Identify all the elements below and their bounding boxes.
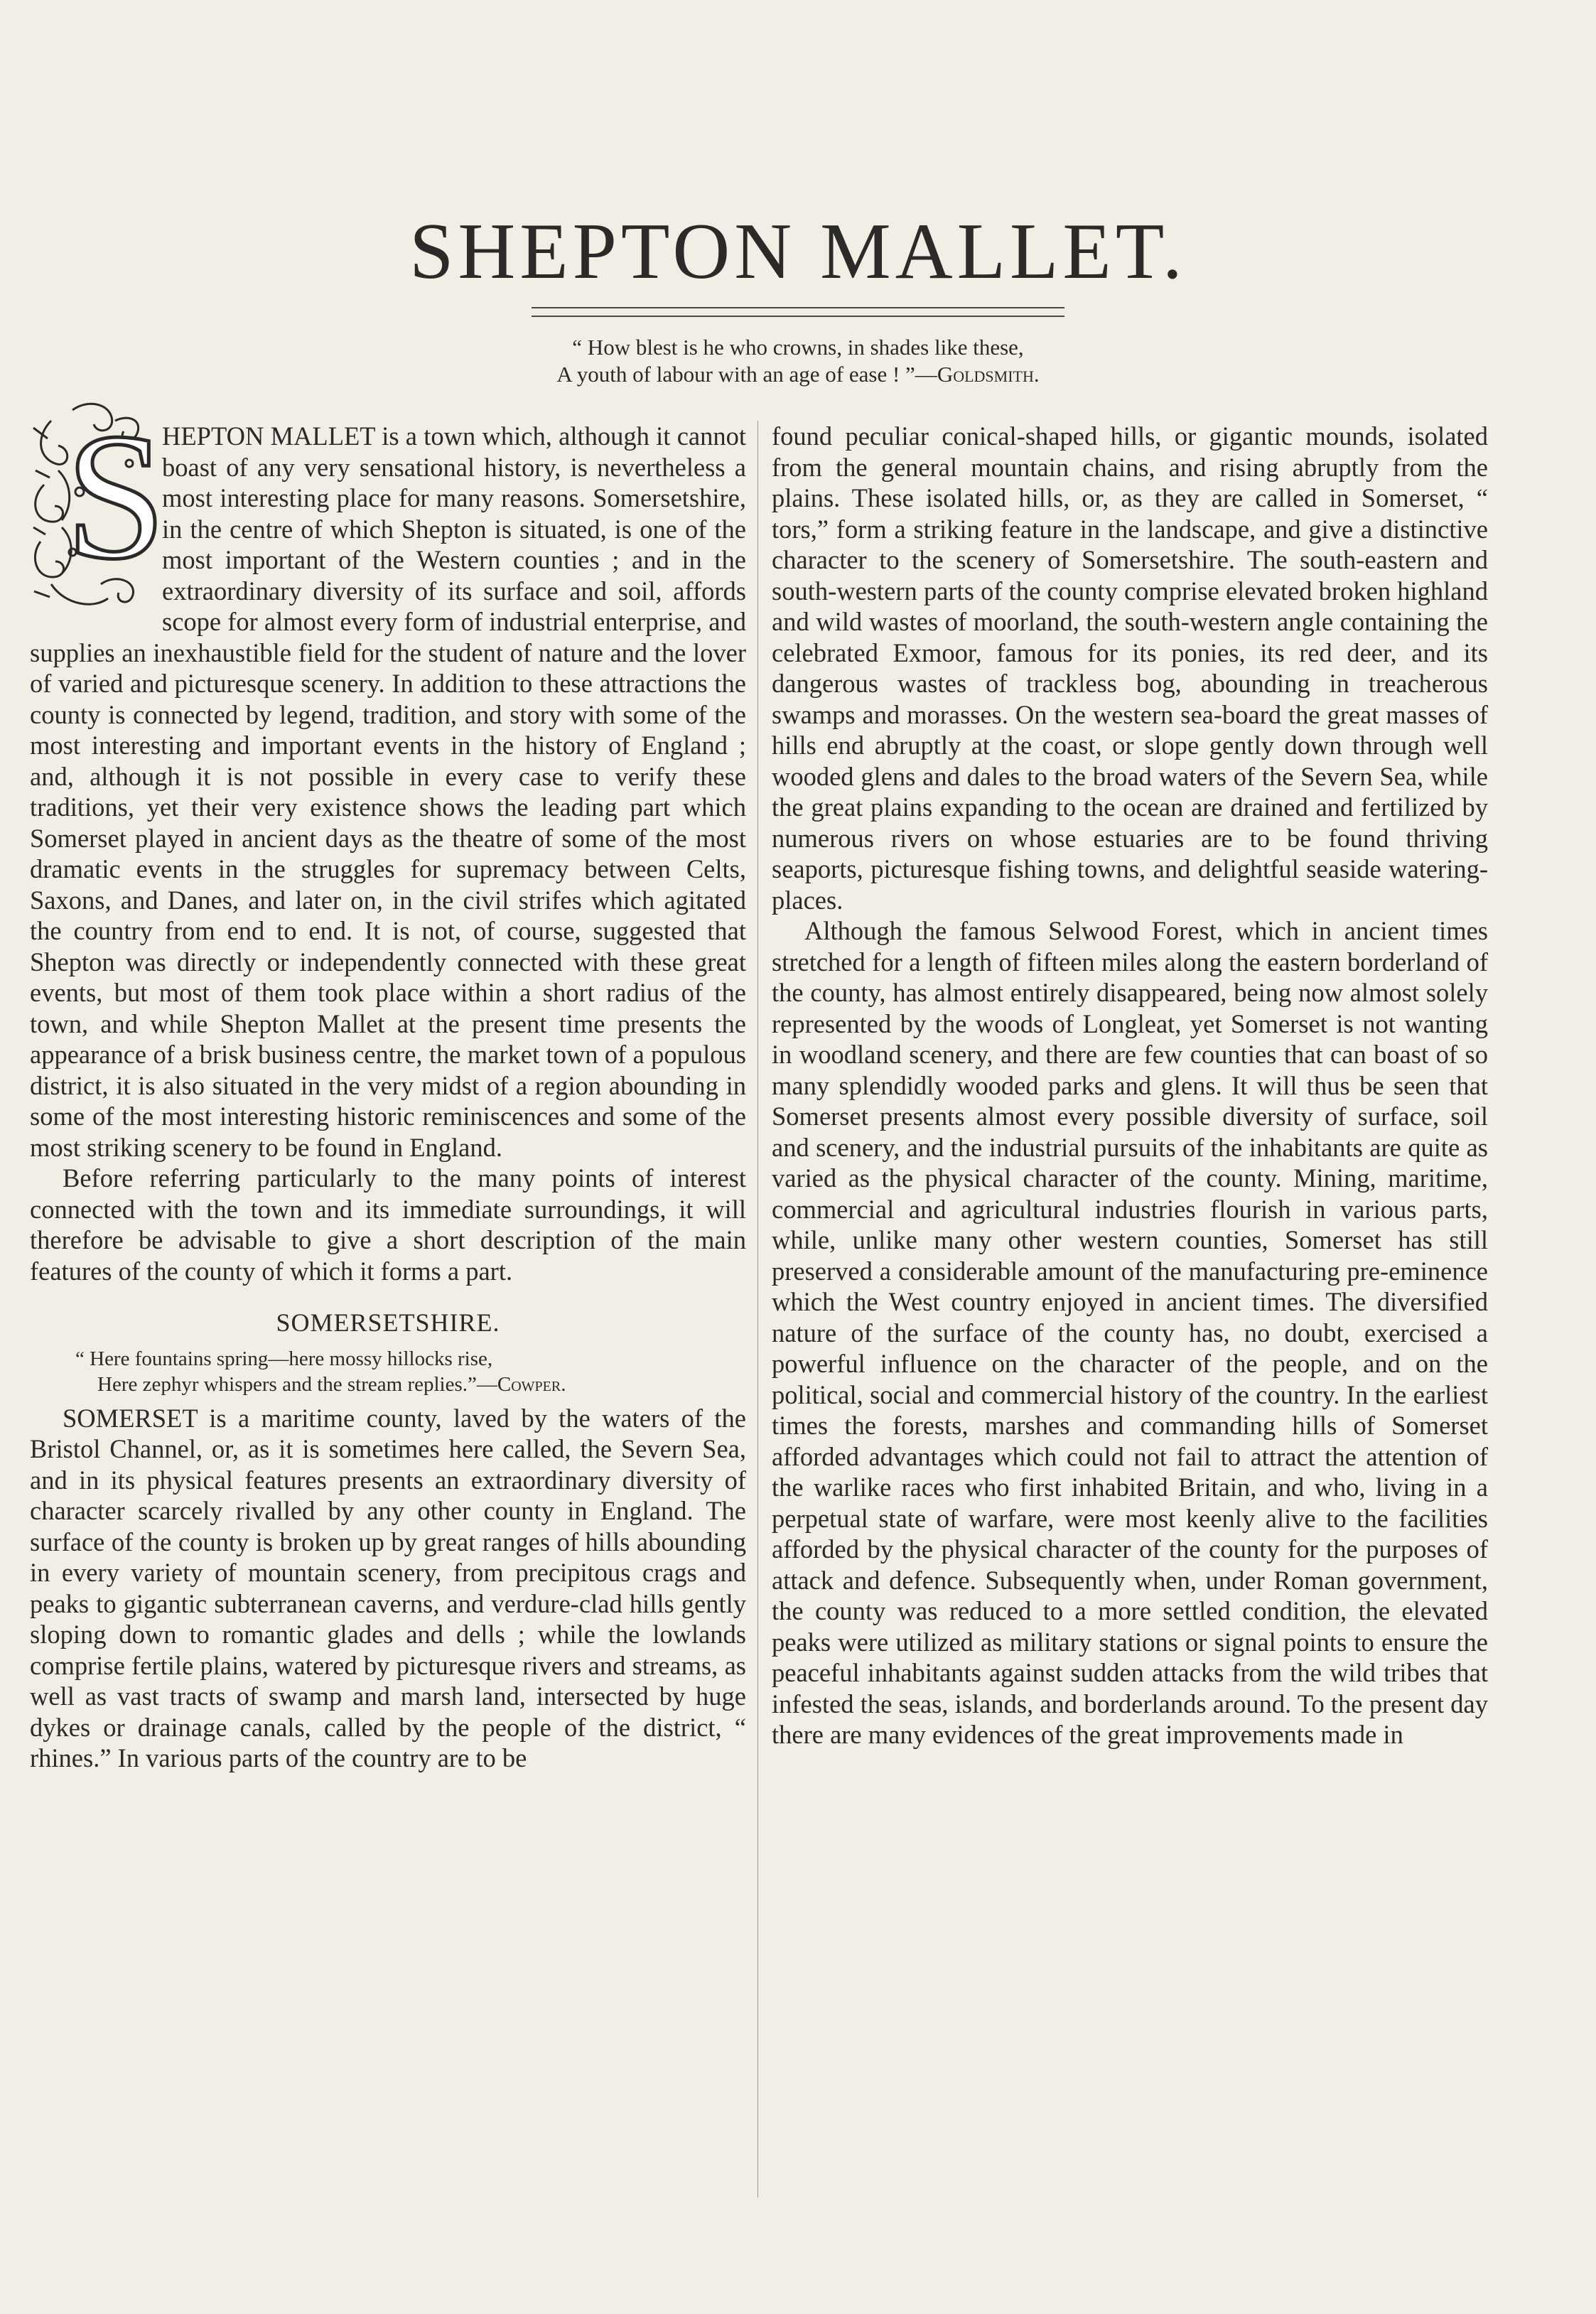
epigraph-line-1: “ How blest is he who crowns, in shades like these,	[572, 335, 1024, 360]
dropcap-letter: S	[65, 397, 166, 597]
paragraph-before-referring: Before referring particularly to the many points of interest connected with the town and its immediate surroundings, it will therefore be advisable to give a short description of the main features of the county of which it forms a part.	[30, 1163, 746, 1286]
section-epigraph	[30, 1346, 746, 1397]
paragraph-selwood: Although the famous Selwood Forest, which in ancient times stretched for a length of fifteen miles along the eastern borderland of the county, has almost entirely disappeared, being now almost solely represented by the woods of Longleat, yet Somerset is not wanting in woodland scenery, and there are few counties that can boast of so many splendidly wooded parks and glens. It will thus be seen that Somerset presents almost every possible diversity of surface, soil and scenery, and the industrial pursuits of the inhabitants are quite as varied as the physical character of the county. Mining, maritime, commercial and agricultural industries flourish in various parts, while, unlike many other western counties, Somerset has still preserved a considerable amount of the manufacturing pre-eminence which the West country enjoyed in ancient times. The diversified nature of the surface of the county has, no doubt, exercised a powerful influence on the character of the people, and on the political, social and commercial history of the country. In the earliest times the forests, marshes and commanding hills of Somerset afforded advantages which could not fail to attract the attention of the warlike races who first inhabited Britain, and who, living in a perpetual state of warfare, were most keenly alive to the facilities afforded by the physical character of the county for the purposes of attack and defence. Subsequently when, under Roman government, the county was reduced to a more settled condition, the elevated peaks were utilized as military stations or signal points to ensure the peaceful inhabitants against sudden attacks from the wild tribes that infested the seas, islands, and borderlands around. To the present day there are many evidences of the great improvements made in	[772, 916, 1488, 1749]
section-epigraph-line-2-text: Here zephyr whispers and the stream replies.”—	[97, 1372, 497, 1396]
paragraph-intro	[30, 397, 746, 1163]
page-title: SHEPTON MALLET.	[409, 208, 1187, 296]
left-column	[30, 397, 746, 1774]
section-heading: SOMERSETSHIRE.	[276, 1308, 500, 1337]
section-epigraph-line-2	[30, 1372, 746, 1397]
column-divider	[757, 421, 758, 2197]
title-rule-top	[532, 307, 1064, 308]
section-epigraph-line-1: “ Here fountains spring—here mossy hillocks rise,	[75, 1347, 493, 1370]
right-column	[772, 421, 1488, 1750]
paragraph-somerset: SOMERSET is a maritime county, laved by the waters of the Bristol Channel, or, as it is sometimes here called, the Severn Sea, and in its physical features presents an extraordinary diversity of character scarcely rivalled by any other county in England. The surface of the county is broken up by great ranges of hills abounding in every variety of mountain scenery, from precipitous crags and peaks to gigantic subterranean caverns, and verdure-clad hills gently sloping down to romantic glades and dells ; while the lowlands comprise fertile plains, watered by picturesque rivers and streams, as well as vast tracts of swamp and marsh land, intersected by huge dykes or drainage canals, called by the people of the district, “ rhines.” In various parts of the country are to be	[30, 1403, 746, 1772]
epigraph	[0, 334, 1596, 388]
epigraph-author: Goldsmith.	[937, 362, 1040, 387]
epigraph-line-2-text: A youth of labour with an age of ease ! ”—	[556, 362, 937, 387]
dropcap	[30, 397, 166, 613]
paragraph-intro-text: HEPTON MALLET is a town which, although it cannot boast of any very sensational history, is nevertheless a most interesting place for many reasons. Somersetshire, in the centre of which Shepton is situated, is one of the most important of the Western counties ; and in the extraordinary diversity of its surface and soil, affords scope for almost every form of industrial enterprise, and supplies an inexhaustible field for the student of nature and the lover of varied and picturesque scenery. In addition to these attractions the county is connected by legend, tradition, and story with some of the most interesting and important events in the history of England ; and, although it is not possible in every case to verify these traditions, yet their very existence shows the leading part which Somerset played in ancient days as the theatre of some of the most dramatic events in the struggles for supremacy between Celts, Saxons, and Danes, and later on, in the civil strifes which agitated the country from end to end. It is not, of course, suggested that Shepton was directly or independently connected with these great events, but most of them took place within a short radius of the town, and while Shepton Mallet at the present time presents the appearance of a brisk business centre, the market town of a populous district, it is also situated in the very midst of a region abounding in some of the most interesting historic reminiscences and some of the most striking scenery to be found in England.	[30, 421, 746, 1162]
epigraph-line-2	[0, 361, 1596, 388]
paragraph-hills: found peculiar conical-shaped hills, or gigantic mounds, isolated from the general mountain chains, and rising abruptly from the plains. These isolated hills, or, as they are called in Somerset, “ tors,” form a striking feature in the landscape, and give a distinctive character to the scenery of Somersetshire. The south-eastern and south-western parts of the county comprise elevated broken highland and wild wastes of moorland, the south-western angle containing the celebrated Exmoor, famous for its ponies, its red deer, and its dangerous wastes of trackless bog, abounding in treacherous swamps and morasses. On the western sea-board the great masses of hills end abruptly at the coast, or slope gently down through well wooded glens and dales to the broad waters of the Severn Sea, while the great plains expanding to the ocean are drained and fertilized by numerous rivers on whose estuaries are to be found thriving seaports, picturesque fishing towns, and delightful seaside watering-places.	[772, 421, 1488, 915]
title-rule-bottom	[532, 316, 1064, 317]
section-epigraph-author: Cowper.	[497, 1372, 566, 1396]
